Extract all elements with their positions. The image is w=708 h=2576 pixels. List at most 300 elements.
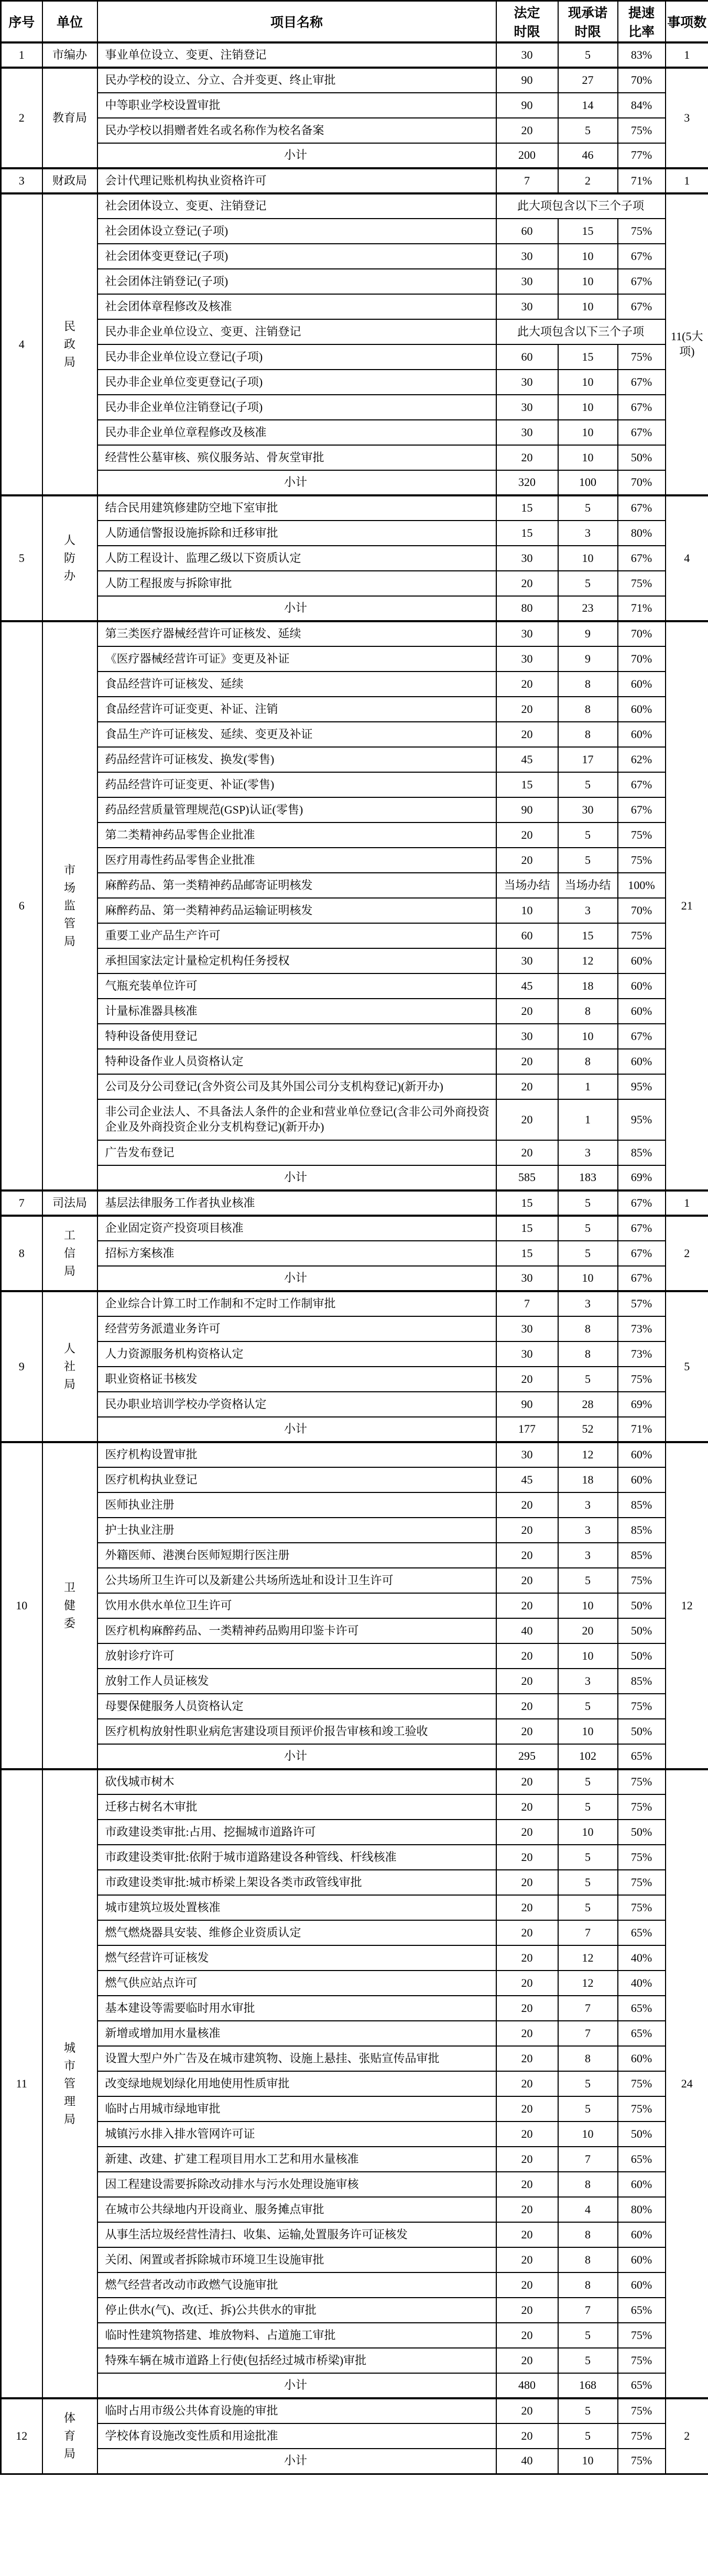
promised-limit-cell: 8: [558, 1341, 618, 1367]
group-unit-cell: [42, 42, 97, 68]
item-row: [1, 948, 708, 973]
item-name-cell: 社会团体设立登记(子项): [97, 219, 496, 244]
group-unit-cell: [42, 1769, 97, 2398]
promised-limit-cell: 5: [558, 495, 618, 521]
unit-label: 市编办: [52, 48, 87, 61]
item-name-cell: 临时占用城市绿地审批: [97, 2096, 496, 2122]
item-name-cell: 企业综合计算工时工作制和不定时工作制审批: [97, 1291, 496, 1316]
item-row: [1, 219, 708, 244]
subtotal-label-cell: 小计: [97, 596, 496, 621]
speedup-ratio-cell: 57%: [618, 1291, 666, 1316]
promised-limit-cell: 10: [558, 1719, 618, 1744]
subtotal-promised-cell: 23: [558, 596, 618, 621]
subtotal-legal-cell: 177: [496, 1417, 558, 1442]
item-row: [1, 2423, 708, 2449]
subtotal-row: [1, 470, 708, 495]
item-row: [1, 1895, 708, 1920]
speedup-ratio-cell: 75%: [618, 923, 666, 948]
speedup-ratio-cell: 75%: [618, 2398, 666, 2423]
promised-limit-cell: 5: [558, 1895, 618, 1920]
item-row: [1, 697, 708, 722]
promised-limit-cell: 5: [558, 1845, 618, 1870]
item-name-cell: 在城市公共绿地内开设商业、服务摊点审批: [97, 2197, 496, 2222]
promised-limit-cell: 8: [558, 2172, 618, 2197]
item-row: [1, 445, 708, 470]
legal-limit-cell: 60: [496, 923, 558, 948]
item-name-cell: 从事生活垃圾经营性清扫、收集、运输,处置服务许可证核发: [97, 2222, 496, 2247]
item-name-cell: 停止供水(气)、改(迁、拆)公共供水的审批: [97, 2298, 496, 2323]
item-row: [1, 1643, 708, 1669]
promised-limit-cell: 1: [558, 1099, 618, 1140]
speedup-ratio-cell: 85%: [618, 1669, 666, 1694]
promised-limit-cell: 12: [558, 1971, 618, 1996]
promised-limit-cell: 15: [558, 923, 618, 948]
legal-limit-cell: 20: [496, 2172, 558, 2197]
item-row: [1, 2046, 708, 2071]
item-name-cell: 学校体育设施改变性质和用途批准: [97, 2423, 496, 2449]
speedup-ratio-cell: 67%: [618, 1190, 666, 1216]
speedup-ratio-cell: 70%: [618, 646, 666, 672]
legal-limit-cell: 30: [496, 269, 558, 294]
promised-limit-cell: 28: [558, 1392, 618, 1417]
subtotal-row: [1, 2449, 708, 2474]
unit-label: 工信局: [63, 1228, 75, 1278]
subtotal-legal-cell: 40: [496, 2449, 558, 2474]
speedup-ratio-cell: 75%: [618, 1870, 666, 1895]
promised-limit-cell: 10: [558, 1643, 618, 1669]
item-row: [1, 2398, 708, 2423]
subtotal-legal-cell: 30: [496, 1266, 558, 1291]
group-unit-cell: [42, 193, 97, 495]
item-name-cell: 母婴保健服务人员资格认定: [97, 1694, 496, 1719]
speedup-ratio-cell: 67%: [618, 772, 666, 797]
speedup-ratio-cell: 75%: [618, 1694, 666, 1719]
legal-limit-cell: 15: [496, 495, 558, 521]
group-count-cell: 24: [666, 1769, 708, 2398]
speedup-ratio-cell: 71%: [618, 168, 666, 193]
group-unit-cell: [42, 1190, 97, 1216]
subtotal-row: [1, 596, 708, 621]
promised-limit-cell: 5: [558, 1794, 618, 1820]
promised-limit-cell: 10: [558, 1593, 618, 1618]
group-index-cell: 8: [1, 1216, 42, 1291]
speedup-ratio-cell: 60%: [618, 697, 666, 722]
header-row: [1, 1, 708, 43]
item-name-cell: 放射诊疗许可: [97, 1643, 496, 1669]
item-name-cell: 公共场所卫生许可以及新建公共场所选址和设计卫生许可: [97, 1568, 496, 1593]
promised-limit-cell: 当场办结: [558, 873, 618, 898]
item-name-cell: 基层法律服务工作者执业核准: [97, 1190, 496, 1216]
speedup-ratio-cell: 75%: [618, 2071, 666, 2096]
speedup-ratio-cell: 75%: [618, 848, 666, 873]
legal-limit-cell: 90: [496, 1392, 558, 1417]
unit-label: 城市管理局: [63, 2041, 75, 2126]
item-name-cell: 人防工程报废与拆除审批: [97, 571, 496, 596]
legal-limit-cell: 20: [496, 672, 558, 697]
speedup-ratio-cell: 65%: [618, 2298, 666, 2323]
legal-limit-cell: 20: [496, 1845, 558, 1870]
item-name-cell: 食品生产许可证核发、延续、变更及补证: [97, 722, 496, 747]
speedup-ratio-cell: 40%: [618, 1971, 666, 1996]
speedup-ratio-cell: 67%: [618, 546, 666, 571]
item-name-cell: 燃气经营者改动市政燃气设施审批: [97, 2272, 496, 2298]
item-row: [1, 772, 708, 797]
item-name-cell: 外籍医师、港澳台医师短期行医注册: [97, 1543, 496, 1568]
subtotal-row: [1, 1165, 708, 1190]
speedup-ratio-cell: 60%: [618, 999, 666, 1024]
speedup-ratio-cell: 67%: [618, 1024, 666, 1049]
speedup-ratio-cell: 75%: [618, 1845, 666, 1870]
promised-limit-cell: 18: [558, 1467, 618, 1492]
speedup-ratio-cell: 67%: [618, 395, 666, 420]
item-name-cell: 新增或增加用水量核准: [97, 2021, 496, 2046]
item-name-cell: 食品经营许可证变更、补证、注销: [97, 697, 496, 722]
legal-limit-cell: 60: [496, 344, 558, 370]
item-row: [1, 797, 708, 822]
header-name-cell: 项目名称: [97, 1, 496, 43]
item-name-cell: 新建、改建、扩建工程项目用水工艺和用水量核准: [97, 2147, 496, 2172]
item-name-cell: 非公司企业法人、不具备法人条件的企业和营业单位登记(含非公司外商投资企业及外商投资企业分支机构登记)(新开办): [97, 1099, 496, 1140]
group-unit-cell: [42, 2398, 97, 2474]
merged-note-cell: 此大项包含以下三个子项: [496, 193, 666, 219]
legal-limit-cell: 15: [496, 1190, 558, 1216]
subtotal-promised-cell: 168: [558, 2373, 618, 2398]
promised-limit-cell: 5: [558, 118, 618, 143]
speedup-ratio-cell: 50%: [618, 1820, 666, 1845]
speedup-ratio-cell: 60%: [618, 2247, 666, 2272]
speedup-ratio-cell: 75%: [618, 1769, 666, 1794]
item-name-cell: 气瓶充装单位许可: [97, 973, 496, 999]
group-count-cell: 4: [666, 495, 708, 621]
item-name-cell: 企业固定资产投资项目核准: [97, 1216, 496, 1241]
speedup-ratio-cell: 50%: [618, 445, 666, 470]
item-row: [1, 1140, 708, 1165]
item-name-cell: 特种设备使用登记: [97, 1024, 496, 1049]
legal-limit-cell: 20: [496, 2247, 558, 2272]
item-row: [1, 1467, 708, 1492]
header-unit-cell: 单位: [42, 1, 97, 43]
legal-limit-cell: 30: [496, 244, 558, 269]
item-name-cell: 经营性公墓审核、殡仪服务站、骨灰堂审批: [97, 445, 496, 470]
legal-limit-cell: 20: [496, 1568, 558, 1593]
speedup-ratio-cell: 67%: [618, 294, 666, 319]
subtotal-label-cell: 小计: [97, 470, 496, 495]
subtotal-ratio-cell: 75%: [618, 2449, 666, 2474]
legal-limit-cell: 20: [496, 2046, 558, 2071]
promised-limit-cell: 9: [558, 646, 618, 672]
group-count-cell: 12: [666, 1442, 708, 1769]
promised-limit-cell: 8: [558, 999, 618, 1024]
promised-limit-cell: 12: [558, 1442, 618, 1467]
item-row: [1, 1341, 708, 1367]
item-row: [1, 1618, 708, 1643]
item-row: [1, 1049, 708, 1074]
speedup-ratio-cell: 100%: [618, 873, 666, 898]
legal-limit-cell: 7: [496, 168, 558, 193]
group-index-cell: 7: [1, 1190, 42, 1216]
legal-limit-cell: 20: [496, 1518, 558, 1543]
subtotal-label-cell: 小计: [97, 143, 496, 168]
subtotal-promised-cell: 46: [558, 143, 618, 168]
speedup-ratio-cell: 80%: [618, 2197, 666, 2222]
promised-limit-cell: 8: [558, 1316, 618, 1341]
subtotal-row: [1, 143, 708, 168]
speedup-ratio-cell: 75%: [618, 822, 666, 848]
header-promised-limit-label: 现承诺时限: [568, 6, 607, 39]
speedup-ratio-cell: 60%: [618, 1049, 666, 1074]
speedup-ratio-cell: 67%: [618, 1241, 666, 1266]
item-name-cell: 药品经营质量管理规范(GSP)认证(零售): [97, 797, 496, 822]
item-row: [1, 1442, 708, 1467]
legal-limit-cell: 20: [496, 2021, 558, 2046]
item-row: [1, 1593, 708, 1618]
speedup-ratio-cell: 60%: [618, 672, 666, 697]
header-speedup-ratio-cell: [618, 1, 666, 43]
promised-limit-cell: 5: [558, 1694, 618, 1719]
promised-limit-cell: 10: [558, 420, 618, 445]
subtotal-legal-cell: 585: [496, 1165, 558, 1190]
speedup-ratio-cell: 60%: [618, 948, 666, 973]
item-name-cell: 医疗用毒性药品零售企业批准: [97, 848, 496, 873]
item-name-cell: 城镇污水排入排水管网许可证: [97, 2122, 496, 2147]
item-row: [1, 344, 708, 370]
legal-limit-cell: 20: [496, 1694, 558, 1719]
item-row: [1, 822, 708, 848]
subtotal-ratio-cell: 77%: [618, 143, 666, 168]
item-name-cell: 特种设备作业人员资格认定: [97, 1049, 496, 1074]
item-row: [1, 395, 708, 420]
legal-limit-cell: 20: [496, 2122, 558, 2147]
group-count-cell: 2: [666, 2398, 708, 2474]
subtotal-row: [1, 1744, 708, 1769]
legal-limit-cell: 30: [496, 621, 558, 646]
legal-limit-cell: 20: [496, 1820, 558, 1845]
speedup-ratio-cell: 60%: [618, 2222, 666, 2247]
legal-limit-cell: 90: [496, 68, 558, 93]
group-unit-cell: [42, 621, 97, 1190]
promised-limit-cell: 8: [558, 2247, 618, 2272]
promised-limit-cell: 3: [558, 898, 618, 923]
legal-limit-cell: 20: [496, 2071, 558, 2096]
subtotal-legal-cell: 320: [496, 470, 558, 495]
group-index-cell: 1: [1, 42, 42, 68]
group-index-cell: 5: [1, 495, 42, 621]
legal-limit-cell: 20: [496, 2197, 558, 2222]
item-row: [1, 1920, 708, 1945]
legal-limit-cell: 20: [496, 2423, 558, 2449]
item-row: [1, 1971, 708, 1996]
legal-limit-cell: 20: [496, 1945, 558, 1971]
item-name-cell: 饮用水供水单位卫生许可: [97, 1593, 496, 1618]
speedup-ratio-cell: 75%: [618, 344, 666, 370]
group-index-cell: 9: [1, 1291, 42, 1442]
promised-limit-cell: 10: [558, 294, 618, 319]
subtotal-label-cell: 小计: [97, 1266, 496, 1291]
subtotal-label-cell: 小计: [97, 1744, 496, 1769]
promised-limit-cell: 5: [558, 1870, 618, 1895]
promised-limit-cell: 5: [558, 822, 618, 848]
promised-limit-cell: 30: [558, 797, 618, 822]
item-name-cell: 市政建设类审批:城市桥梁上架设各类市政管线审批: [97, 1870, 496, 1895]
item-row: [1, 1845, 708, 1870]
speedup-ratio-cell: 75%: [618, 571, 666, 596]
speedup-ratio-cell: 84%: [618, 93, 666, 118]
legal-limit-cell: 15: [496, 521, 558, 546]
speedup-ratio-cell: 67%: [618, 269, 666, 294]
group-index-cell: 6: [1, 621, 42, 1190]
item-name-cell: 市政建设类审批:占用、挖掘城市道路许可: [97, 1820, 496, 1845]
promised-limit-cell: 3: [558, 1669, 618, 1694]
item-row: [1, 571, 708, 596]
unit-label: 教育局: [52, 111, 87, 124]
promised-limit-cell: 8: [558, 2222, 618, 2247]
promised-limit-cell: 5: [558, 1216, 618, 1241]
item-row: [1, 1492, 708, 1518]
item-name-cell: 人防通信警报设施拆除和迁移审批: [97, 521, 496, 546]
item-name-cell: 临时性建筑物搭建、堆放物料、占道施工审批: [97, 2323, 496, 2348]
promised-limit-cell: 5: [558, 1568, 618, 1593]
item-name-cell: 关闭、闲置或者拆除城市环境卫生设施审批: [97, 2247, 496, 2272]
promised-limit-cell: 5: [558, 2096, 618, 2122]
item-row: [1, 1099, 708, 1140]
merged-note-cell: 此大项包含以下三个子项: [496, 319, 666, 344]
legal-limit-cell: 20: [496, 1049, 558, 1074]
item-row: [1, 118, 708, 143]
legal-limit-cell: 20: [496, 848, 558, 873]
item-name-cell: 重要工业产品生产许可: [97, 923, 496, 948]
subtotal-promised-cell: 100: [558, 470, 618, 495]
item-row: [1, 747, 708, 772]
item-name-cell: 民办非企业单位设立登记(子项): [97, 344, 496, 370]
legal-limit-cell: 30: [496, 1316, 558, 1341]
speedup-ratio-cell: 85%: [618, 1492, 666, 1518]
legal-limit-cell: 30: [496, 546, 558, 571]
group-index-cell: 2: [1, 68, 42, 168]
unit-label: 民政局: [63, 319, 75, 369]
promised-limit-cell: 5: [558, 2348, 618, 2373]
legal-limit-cell: 20: [496, 1971, 558, 1996]
item-name-cell: 燃气燃烧器具安装、维修企业资质认定: [97, 1920, 496, 1945]
subtotal-promised-cell: 183: [558, 1165, 618, 1190]
subtotal-ratio-cell: 67%: [618, 1266, 666, 1291]
promised-limit-cell: 5: [558, 2323, 618, 2348]
promised-limit-cell: 2: [558, 168, 618, 193]
legal-limit-cell: 30: [496, 420, 558, 445]
promised-limit-cell: 8: [558, 2046, 618, 2071]
subtotal-legal-cell: 200: [496, 143, 558, 168]
promised-limit-cell: 5: [558, 2398, 618, 2423]
item-row: [1, 2197, 708, 2222]
speedup-ratio-cell: 73%: [618, 1341, 666, 1367]
subtotal-row: [1, 2373, 708, 2398]
speedup-ratio-cell: 95%: [618, 1074, 666, 1099]
group-note-row: [1, 193, 708, 219]
item-row: [1, 873, 708, 898]
subtotal-promised-cell: 102: [558, 1744, 618, 1769]
subtotal-ratio-cell: 70%: [618, 470, 666, 495]
group-unit-cell: [42, 1216, 97, 1291]
item-row: [1, 2172, 708, 2197]
item-row: [1, 2247, 708, 2272]
unit-label: 卫健委: [63, 1581, 75, 1630]
legal-limit-cell: 10: [496, 898, 558, 923]
promised-limit-cell: 12: [558, 1945, 618, 1971]
item-row: [1, 2272, 708, 2298]
item-name-cell: 社会团体章程修改及核准: [97, 294, 496, 319]
speedup-ratio-cell: 80%: [618, 521, 666, 546]
legal-limit-cell: 20: [496, 999, 558, 1024]
item-row: [1, 848, 708, 873]
speedup-ratio-cell: 50%: [618, 1643, 666, 1669]
item-name-cell: 医师执业注册: [97, 1492, 496, 1518]
item-name-cell: 民办职业培训学校办学资格认定: [97, 1392, 496, 1417]
promised-limit-cell: 5: [558, 2071, 618, 2096]
legal-limit-cell: 20: [496, 1794, 558, 1820]
subtotal-ratio-cell: 71%: [618, 1417, 666, 1442]
item-name-cell: 社会团体变更登记(子项): [97, 244, 496, 269]
legal-limit-cell: 20: [496, 1593, 558, 1618]
promised-limit-cell: 10: [558, 1820, 618, 1845]
item-name-cell: 燃气经营许可证核发: [97, 1945, 496, 1971]
legal-limit-cell: 20: [496, 822, 558, 848]
promised-limit-cell: 8: [558, 697, 618, 722]
item-row: [1, 2021, 708, 2046]
legal-limit-cell: 30: [496, 370, 558, 395]
group-index-cell: 4: [1, 193, 42, 495]
promised-limit-cell: 10: [558, 2122, 618, 2147]
group-count-cell: 5: [666, 1291, 708, 1442]
group-unit-cell: [42, 68, 97, 168]
group-count-cell: 1: [666, 168, 708, 193]
legal-limit-cell: 30: [496, 42, 558, 68]
promised-limit-cell: 15: [558, 344, 618, 370]
item-row: [1, 1074, 708, 1099]
subtotal-label-cell: 小计: [97, 2449, 496, 2474]
promised-limit-cell: 5: [558, 42, 618, 68]
item-name-cell: 麻醉药品、第一类精神药品运输证明核发: [97, 898, 496, 923]
speedup-ratio-cell: 75%: [618, 1794, 666, 1820]
item-name-cell: 麻醉药品、第一类精神药品邮寄证明核发: [97, 873, 496, 898]
subtotal-row: [1, 1266, 708, 1291]
promised-limit-cell: 5: [558, 571, 618, 596]
item-row: [1, 2222, 708, 2247]
legal-limit-cell: 20: [496, 2398, 558, 2423]
header-legal-limit-label: 法定时限: [514, 6, 540, 39]
item-row: [1, 1518, 708, 1543]
legal-limit-cell: 40: [496, 1618, 558, 1643]
group-unit-cell: [42, 1442, 97, 1769]
legal-limit-cell: 20: [496, 697, 558, 722]
legal-limit-cell: 30: [496, 1024, 558, 1049]
legal-limit-cell: 20: [496, 571, 558, 596]
item-name-cell: 护士执业注册: [97, 1518, 496, 1543]
promised-limit-cell: 15: [558, 219, 618, 244]
group-count-cell: 2: [666, 1216, 708, 1291]
item-name-cell: 事业单位设立、变更、注销登记: [97, 42, 496, 68]
item-row: [1, 1694, 708, 1719]
subtotal-ratio-cell: 69%: [618, 1165, 666, 1190]
item-row: [1, 2071, 708, 2096]
legal-limit-cell: 20: [496, 1920, 558, 1945]
speedup-ratio-cell: 75%: [618, 2096, 666, 2122]
speedup-ratio-cell: 69%: [618, 1392, 666, 1417]
legal-limit-cell: 90: [496, 797, 558, 822]
item-name-cell: 广告发布登记: [97, 1140, 496, 1165]
item-name-cell: 职业资格证书核发: [97, 1367, 496, 1392]
subtotal-legal-cell: 295: [496, 1744, 558, 1769]
item-row: [1, 1769, 708, 1794]
legal-limit-cell: 20: [496, 1996, 558, 2021]
